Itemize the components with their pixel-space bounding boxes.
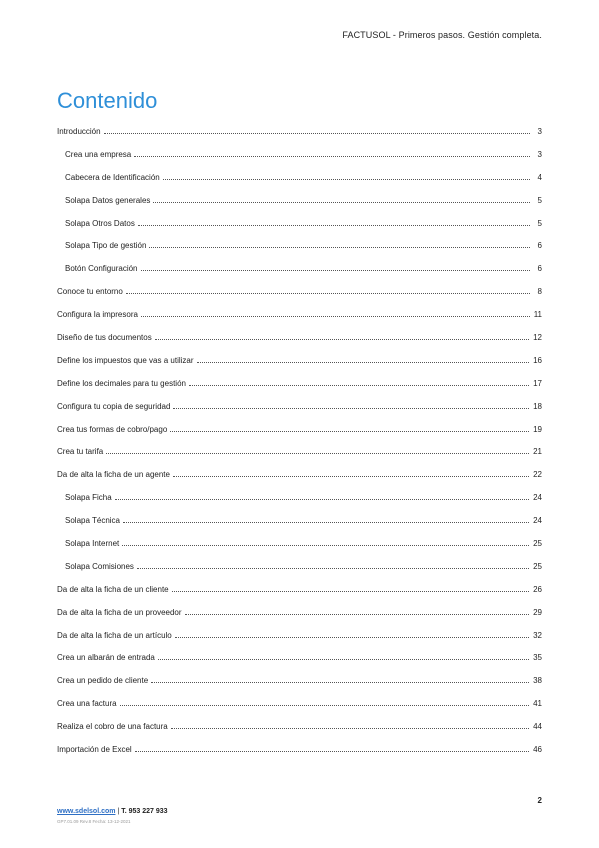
toc-subentry[interactable] [57,486,542,509]
toc-dot-leader [171,728,529,729]
toc-entry-page: 24 [533,516,542,526]
toc-subentry[interactable] [57,189,542,212]
toc-entry[interactable] [57,692,542,715]
toc-entry-page: 3 [537,126,542,136]
toc-entry-label: Conoce tu entorno [57,287,123,297]
document-reference: GP7.01.09 Rev.8 Fecha: 13-12-2021 [57,819,131,824]
toc-dot-leader [197,362,530,363]
toc-entry-page: 6 [537,241,542,251]
toc-entry[interactable] [57,303,542,326]
toc-dot-leader [173,476,529,477]
toc-dot-leader [138,225,530,226]
toc-dot-leader [137,568,529,569]
toc-subentry[interactable] [57,257,542,280]
toc-entry-page: 17 [533,378,542,388]
toc-dot-leader [158,659,529,660]
toc-subentry[interactable] [57,143,542,166]
toc-entry[interactable] [57,669,542,692]
toc-entry-page: 16 [533,355,542,365]
toc-entry-label: Crea un albarán de entrada [57,653,155,663]
toc-entry-label: Importación de Excel [57,744,132,754]
toc-entry-page: 19 [533,424,542,434]
toc-entry[interactable] [57,715,542,738]
toc-entry[interactable] [57,349,542,372]
toc-entry-page: 21 [533,447,542,457]
toc-entry-label: Crea una factura [57,699,117,709]
toc-entry[interactable] [57,601,542,624]
toc-entry-label: Define los impuestos que vas a utilizar [57,355,194,365]
toc-entry-label: Botón Configuración [65,264,138,274]
toc-entry-label: Introducción [57,126,101,136]
toc-entry-label: Da de alta la ficha de un artículo [57,630,172,640]
toc-entry-label: Solapa Tipo de gestión [65,241,147,251]
toc-entry[interactable] [57,395,542,418]
toc-dot-leader [149,247,530,248]
footer [57,808,168,815]
toc-entry-page: 5 [537,218,542,228]
toc-entry-label: Crea una empresa [65,149,132,159]
toc-entry-label: Diseño de tus documentos [57,332,152,342]
toc-entry-label: Configura tu copia de seguridad [57,401,171,411]
toc-dot-leader [172,591,529,592]
toc-subentry[interactable] [57,509,542,532]
toc-dot-leader [120,705,530,706]
phone-number: T. 953 227 933 [121,808,168,815]
toc-dot-leader [141,270,531,271]
toc-subentry[interactable] [57,555,542,578]
toc-subentry[interactable] [57,532,542,555]
toc-dot-leader [151,682,529,683]
toc-entry-label: Solapa Internet [65,538,120,548]
toc-entry-label: Crea tus formas de cobro/pago [57,424,168,434]
toc-dot-leader [135,751,529,752]
toc-entry-page: 25 [533,561,542,571]
toc-entry-page: 8 [537,287,542,297]
toc-entry-label: Solapa Ficha [65,493,112,503]
toc-entry-page: 24 [533,493,542,503]
toc-entry-page: 26 [533,584,542,594]
toc-entry-page: 44 [533,722,542,732]
toc-dot-leader [122,545,529,546]
footer-separator: | [115,808,122,815]
toc-dot-leader [104,133,530,134]
toc-dot-leader [123,522,529,523]
toc-entry-page: 29 [533,607,542,617]
toc-dot-leader [134,156,530,157]
page-number: 2 [537,796,542,805]
toc-entry-page: 11 [533,310,542,320]
toc-entry[interactable] [57,646,542,669]
page-header: FACTUSOL - Primeros pasos. Gestión completa. [342,30,542,40]
toc-entry-label: Define los decimales para tu gestión [57,378,186,388]
toc-dot-leader [106,453,529,454]
toc-dot-leader [126,293,530,294]
toc-entry-page: 6 [537,264,542,274]
toc-subentry[interactable] [57,212,542,235]
toc-entry-label: Configura la impresora [57,310,138,320]
toc-entry-page: 32 [533,630,542,640]
toc-entry[interactable] [57,326,542,349]
toc-entry[interactable] [57,280,542,303]
toc-dot-leader [153,202,530,203]
toc-entry[interactable] [57,418,542,441]
toc-entry[interactable] [57,738,542,761]
toc-entry[interactable] [57,440,542,463]
toc-entry-label: Da de alta la ficha de un proveedor [57,607,182,617]
toc-entry-label: Crea tu tarifa [57,447,104,457]
toc-entry-page: 35 [533,653,542,663]
toc-dot-leader [189,385,529,386]
toc-entry[interactable] [57,463,542,486]
toc-entry-label: Solapa Otros Datos [65,218,135,228]
toc-subentry[interactable] [57,234,542,257]
toc-subentry[interactable] [57,166,542,189]
toc-entry-page: 5 [537,195,542,205]
toc-entry-label: Da de alta la ficha de un cliente [57,584,169,594]
toc-entry[interactable] [57,578,542,601]
toc-dot-leader [115,499,529,500]
toc-dot-leader [163,179,530,180]
toc-entry-page: 41 [533,699,542,709]
toc-entry-page: 18 [533,401,542,411]
toc-entry-page: 38 [533,676,542,686]
toc-dot-leader [141,316,530,317]
toc-dot-leader [175,637,529,638]
toc-entry-label: Solapa Datos generales [65,195,151,205]
toc-entry-page: 46 [533,744,542,754]
toc-dot-leader [173,408,529,409]
toc-dot-leader [155,339,529,340]
toc-dot-leader [170,431,529,432]
toc-entry[interactable] [57,120,542,143]
toc-entry[interactable] [57,372,542,395]
website-link[interactable]: www.sdelsol.com [57,808,116,815]
toc-entry[interactable] [57,624,542,647]
toc-entry-label: Solapa Comisiones [65,561,134,571]
toc-entry-page: 4 [537,172,542,182]
toc-entry-label: Cabecera de Identificación [65,172,160,182]
toc-title: Contenido [57,88,158,113]
toc-entry-label: Da de alta la ficha de un agente [57,470,170,480]
toc-entry-label: Solapa Técnica [65,516,120,526]
toc-entry-page: 22 [533,470,542,480]
table-of-contents [57,120,542,761]
toc-entry-label: Crea un pedido de cliente [57,676,149,686]
toc-entry-label: Realiza el cobro de una factura [57,722,168,732]
toc-entry-page: 3 [537,149,542,159]
toc-entry-page: 25 [533,538,542,548]
toc-dot-leader [185,614,530,615]
toc-entry-page: 12 [533,332,542,342]
